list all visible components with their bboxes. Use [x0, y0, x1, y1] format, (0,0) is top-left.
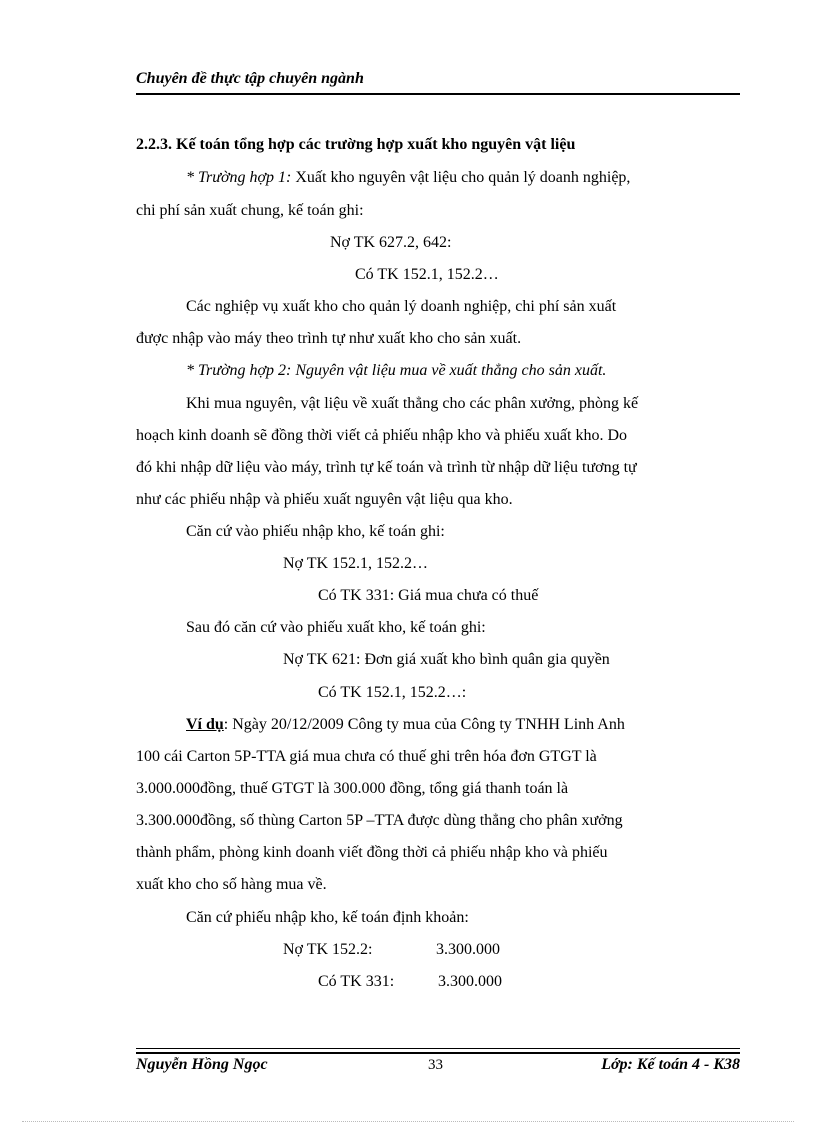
- para2-line-d: như các phiếu nhập và phiếu xuất nguyên vật liệu qua kho.: [136, 491, 513, 508]
- para1-line-a: Các nghiệp vụ xuất kho cho quản lý doanh nghiệp, chi phí sản xuất: [186, 298, 617, 315]
- header-rule: [136, 93, 740, 95]
- example-line-f: xuất kho cho số hàng mua về.: [136, 876, 327, 893]
- para5-line: Căn cứ phiếu nhập kho, kế toán định khoản:: [186, 909, 469, 926]
- section-title: 2.2.3. Kế toán tổng hợp các trường hợp xuất kho nguyên vật liệu: [136, 136, 576, 153]
- para3-line: Căn cứ vào phiếu nhập kho, kế toán ghi:: [186, 523, 445, 540]
- example-label: Ví dụ: [186, 716, 224, 733]
- entry2-debit: Nợ TK 152.1, 152.2…: [283, 555, 429, 572]
- entry1-credit: Có TK 152.1, 152.2…: [355, 266, 499, 283]
- footer-rule-thick: [136, 1052, 740, 1054]
- header-title: Chuyên đề thực tập chuyên ngành: [136, 70, 364, 87]
- para2-line-b: hoạch kinh doanh sẽ đồng thời viết cả phiếu nhập kho và phiếu xuất kho. Do: [136, 427, 628, 444]
- footer-class: Lớp: Kế toán 4 - K38: [601, 1056, 740, 1073]
- para2-line-a: Khi mua nguyên, vật liệu về xuất thẳng cho các phân xưởng, phòng kế: [186, 395, 639, 412]
- example-line-d: 3.300.000đồng, số thùng Carton 5P –TTA được dùng thẳng cho phân xưởng: [136, 812, 623, 829]
- case1-line-a: [186, 168, 630, 188]
- entry4-credit-label: Có TK 331:: [318, 973, 395, 990]
- example-line-e: thành phẩm, phòng kinh doanh viết đồng thời cả phiếu nhập kho và phiếu: [136, 844, 608, 861]
- para2-line-c: đó khi nhập dữ liệu vào máy, trình tự kế toán và trình từ nhập dữ liệu tương tự: [136, 459, 637, 476]
- example-line-b: 100 cái Carton 5P-TTA giá mua chưa có thuế ghi trên hóa đơn GTGT là: [136, 748, 597, 765]
- entry2-credit: Có TK 331: Giá mua chưa có thuế: [318, 587, 539, 604]
- example-line-c: 3.000.000đồng, thuế GTGT là 300.000 đồng, tổng giá thanh toán là: [136, 780, 569, 797]
- page-bottom-dotted-border: [22, 1121, 794, 1122]
- para4-line: Sau đó căn cứ vào phiếu xuất kho, kế toán ghi:: [186, 619, 486, 636]
- example-line-a: [186, 715, 625, 735]
- entry4-debit-amount: 3.300.000: [436, 941, 500, 958]
- footer-rule-thin: [136, 1048, 740, 1049]
- entry3-debit: Nợ TK 621: Đơn giá xuất kho bình quân gia quyền: [283, 651, 610, 668]
- example-text-a: : Ngày 20/12/2009 Công ty mua của Công ty TNHH Linh Anh: [223, 716, 625, 733]
- footer-author: Nguyễn Hồng Ngọc: [136, 1056, 268, 1073]
- entry4-debit-label: Nợ TK 152.2:: [283, 941, 373, 958]
- case2-line: * Trường hợp 2: Nguyên vật liệu mua về xuất thẳng cho sản xuất.: [186, 362, 607, 379]
- entry1-debit: Nợ TK 627.2, 642:: [330, 234, 452, 251]
- case1-line-b: chi phí sản xuất chung, kế toán ghi:: [136, 202, 364, 219]
- case1-text-a: Xuất kho nguyên vật liệu cho quản lý doanh nghiệp,: [291, 169, 631, 186]
- entry3-credit: Có TK 152.1, 152.2…:: [318, 684, 467, 701]
- case1-label: * Trường hợp 1:: [186, 169, 292, 186]
- page-number: 33: [428, 1057, 443, 1073]
- entry4-credit-amount: 3.300.000: [438, 973, 502, 990]
- para1-line-b: được nhập vào máy theo trình tự như xuất kho cho sản xuất.: [136, 330, 522, 347]
